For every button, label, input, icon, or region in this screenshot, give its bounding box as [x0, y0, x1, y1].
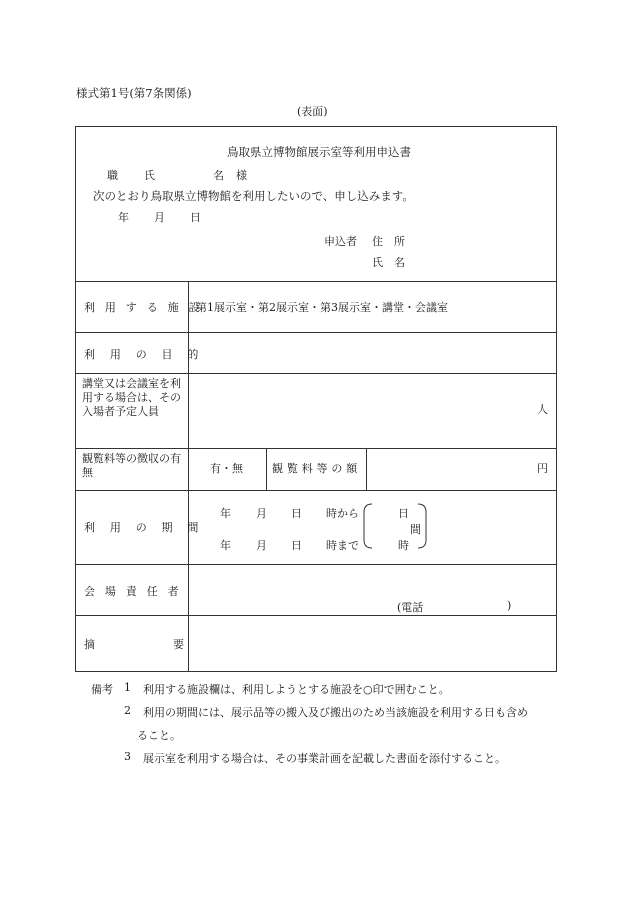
- period-from-month: 月: [256, 507, 267, 520]
- applicant-label: 申込者: [324, 235, 357, 248]
- addressee-surname: 氏: [144, 169, 155, 182]
- venue-manager-field[interactable]: [189, 565, 553, 611]
- note-text: 利用する施設欄は、利用しようとする施設を○印で囲むこと。: [143, 683, 450, 696]
- period-from: 時から: [326, 507, 359, 520]
- facility-options[interactable]: 第1展示室・第2展示室・第3展示室・講堂・会議室: [196, 301, 448, 314]
- attendees-unit: 人: [537, 403, 548, 416]
- fee-collection-label: 観覧料等の徴収の有無: [82, 452, 181, 479]
- note-number: 1: [124, 681, 131, 694]
- column-divider: [266, 448, 267, 490]
- duration-between: 間: [410, 523, 421, 536]
- notes-heading: 備考: [91, 683, 113, 696]
- side-label: (表面): [297, 105, 328, 118]
- note-text: 展示室を利用する場合は、その事業計画を記載した書面を添付すること。: [143, 752, 506, 765]
- summary-field[interactable]: [189, 616, 553, 668]
- attendees-field[interactable]: [189, 374, 553, 446]
- date-year: 年: [118, 211, 129, 224]
- application-statement: 次のとおり鳥取県立博物館を利用したいので、申し込みます。: [93, 189, 414, 203]
- duration-brackets: [360, 502, 432, 552]
- left-bracket: [364, 504, 372, 548]
- duration-hours: 時: [398, 539, 409, 552]
- purpose-label: 利用の目的: [84, 348, 214, 361]
- period-to-day: 日: [291, 539, 302, 552]
- address-label: 住 所: [372, 235, 405, 248]
- fee-choice[interactable]: 有・無: [210, 462, 243, 475]
- note-text-continued: ること。: [137, 729, 181, 742]
- attendees-label: 講堂又は会議室を利用する場合は、その入場者予定人員: [82, 377, 181, 418]
- fee-amount-field[interactable]: [367, 448, 553, 488]
- period-to-month: 月: [256, 539, 267, 552]
- date-month: 月: [154, 211, 165, 224]
- row-divider: [76, 281, 556, 282]
- period-label: 利用の期間: [84, 521, 214, 534]
- form-title: 鳥取県立博物館展示室等利用申込書: [227, 145, 411, 159]
- phone-label: (電話: [397, 601, 424, 614]
- note-text: 利用の期間には、展示品等の搬入及び搬出のため当該施設を利用する日も含め: [143, 706, 528, 719]
- fee-amount-label: 観覧料等の額: [272, 462, 362, 475]
- duration-days: 日: [398, 507, 409, 520]
- phone-close: ): [507, 599, 512, 612]
- facility-label: 利用する施設: [84, 301, 210, 314]
- addressee-name: 名: [213, 169, 224, 182]
- row-divider: [76, 490, 556, 491]
- period-to-year: 年: [220, 539, 231, 552]
- addressee-position: 職: [107, 169, 118, 182]
- form-number: 様式第1号(第7条関係): [76, 86, 192, 100]
- period-to: 時まで: [326, 539, 359, 552]
- note-number: 2: [124, 704, 131, 717]
- period-from-day: 日: [291, 507, 302, 520]
- date-day: 日: [190, 211, 201, 224]
- note-number: 3: [124, 750, 131, 763]
- summary-label-a: 摘: [84, 638, 95, 651]
- venue-manager-label: 会場責任者: [84, 585, 189, 598]
- addressee-honorific: 様: [236, 169, 247, 182]
- purpose-field[interactable]: [189, 332, 553, 370]
- fee-unit: 円: [537, 462, 548, 475]
- period-from-year: 年: [220, 507, 231, 520]
- summary-label-b: 要: [173, 638, 184, 651]
- name-label: 氏 名: [372, 256, 405, 269]
